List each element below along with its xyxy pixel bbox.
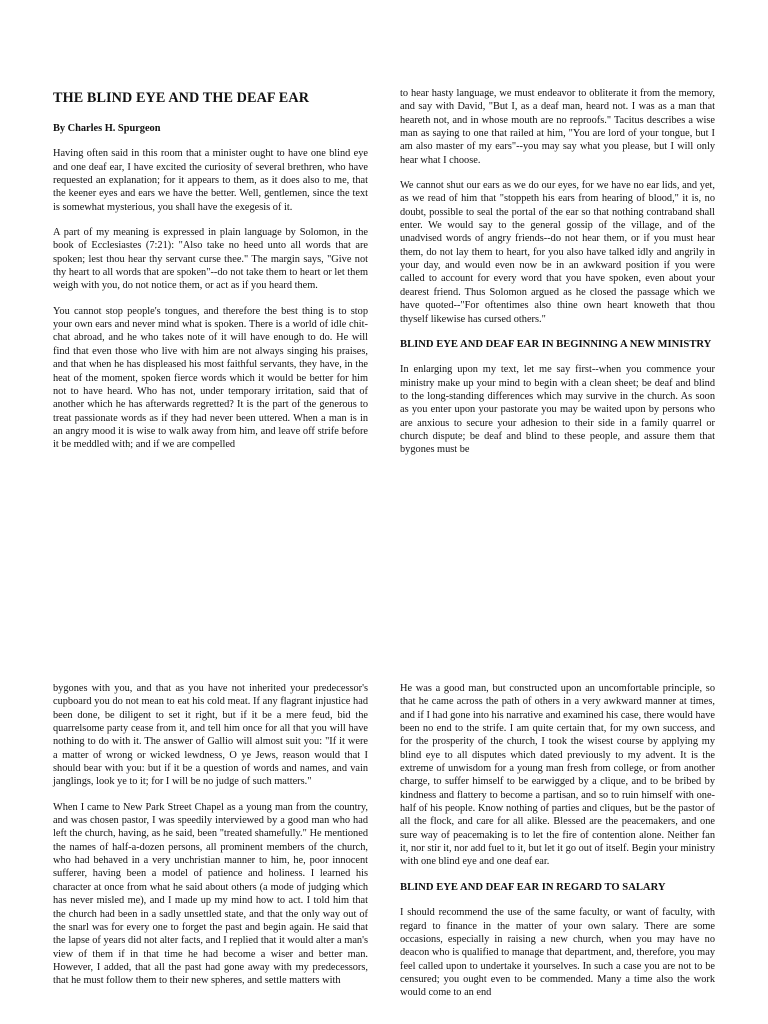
paragraph: Having often said in this room that a minister ought to have one blind eye and one deaf ear, I have excited the curiosity of several brethren, who have requested an explanation; for it appears to them, as it does also to me, that the keener eyes and ears we have the better. Well, gentlemen, since the text is somewhat mysterious, you shall have the exegesis of it. xyxy=(53,148,368,213)
section-heading-salary: BLIND EYE AND DEAF EAR IN REGARD TO SALARY xyxy=(400,881,666,893)
paragraph: bygones with you, and that as you have not inherited your predecessor's cupboard you do not mean to eat his cold meat. If any flagrant injustice had been done, be diligent to set it right, but if it be a mere feud, bid the quarrelsome party cease from it, and tell him once for all that you will have nothing to do with it. The answer of Gallio will almost suit you: "If it were a matter of wrong or wicked lewdness, O ye Jews, reason would that I should bear with you: but if it be a question of words and names, and vain janglings, look ye to it; for I will be no judge of such matters." xyxy=(53,683,368,788)
paragraph: I should recommend the use of the same faculty, or want of faculty, with regard to finance in the matter of your own salary. There are some occasions, especially in raising a new church, when you may have no deacon who is qualified to manage that department, and, therefore, you may feel called upon to undertake it yourselves. In such a case you are not to be censured; you ought even to be commended. Many a time also the work would come to an end xyxy=(400,907,715,999)
paragraph: When I came to New Park Street Chapel as a young man from the country, and was chosen pastor, I was speedily interviewed by a good man who had left the church, having, as he said, been "treated shamefully." He mentioned the names of half-a-dozen persons, all prominent members of the church, who had behaved in a very unchristian manner to him, he, poor innocent sufferer, having been a model of patience and holiness. I learned his character at once from what he said about others (a mode of judging which has never misled me), and I made up my mind how to act. I told him that the church had been in a sadly unsettled state, and that the only way out of the snarl was for every one to forget the past and begin again. He said that the lapse of years did not alter facts, and I replied that it would alter a man's view of them if in that time he had become a wiser and better man. However, I added, that all the past had gone away with my predecessors, that he must follow them to their new spheres, and settle matters with xyxy=(53,801,368,987)
page-gap xyxy=(0,540,768,678)
paragraph: A part of my meaning is expressed in plain language by Solomon, in the book of Ecclesiastes (7:21): "Also take no heed unto all words that are spoken; lest thou hear thy servant curse thee." The margin says, "Give not thy heart to all words that are spoken"--do not take them to heart or let them weigh with you, do not notice them, or act as if you heard them. xyxy=(53,227,368,292)
paragraph: to hear hasty language, we must endeavor to obliterate it from the memory, and say with David, "But I, as a deaf man, heard not. I was as a man that heareth not, and in whose mouth are no reproofs." Tacitus describes a wise man as saying to one that railed at him, "You are lord of your tongue, but I am also master of my ears"--you may say what you please, but I will only hear what I choose. xyxy=(400,88,715,166)
paragraph: In enlarging upon my text, let me say first--when you commence your ministry make up your mind to begin with a clean sheet; be deaf and blind to the long-standing differences which may survive in the church. As soon as you enter upon your pastorate you may be waited upon by persons who are anxious to secure your adhesion to their side in a family quarrel or church dispute; be deaf and blind to these people, and assure them that bygones must be xyxy=(400,364,715,456)
section-heading-ministry: BLIND EYE AND DEAF EAR IN BEGINNING A NEW MINISTRY xyxy=(400,338,712,350)
column-right-bottom xyxy=(400,682,715,1012)
article-title: THE BLIND EYE AND THE DEAF EAR xyxy=(53,90,310,106)
paragraph: You cannot stop people's tongues, and therefore the best thing is to stop your own ears and never mind what is spoken. There is a world of idle chit- chat abroad, and he who takes note of it will have enough to do. He will find that even those who live with him are not always singing his praises, and that when he has displeased his most faithful servants, they have, in the heat of the moment, spoken fierce words which it would be better for him not to have heard. Who has not, under temporary irritation, said that of another which he has afterwards regretted? It is the part of the generous to treat passionate words as if they had never been uttered. When a man is in an angry mood it is wise to walk away from him, and leave off strife before it be meddled with; and if we are compelled xyxy=(53,305,368,451)
column-left-bottom xyxy=(53,682,368,1000)
author-byline: By Charles H. Spurgeon xyxy=(53,123,161,134)
document-page-bottom xyxy=(0,678,768,1024)
column-right-top xyxy=(400,87,715,469)
paragraph: We cannot shut our ears as we do our eyes, for we have no ear lids, and yet, as we read of him that "stoppeth his ears from hearing of blood," it is, no doubt, possible to seal the portal of the ear so that nothing contraband shall enter. We would say to the general gossip of the village, and of the unadvised words of angry friends--do not hear them, or if you must hear them, do not lay them to heart, for you also have talked idly and angrily in your day, and would even now be in an awkward position if you were called to account for every word that you have spoken, even about your dearest friend. Thus Solomon argued as he closed the passage which we have quoted--"For oftentimes also thine own heart knoweth that thou thyself likewise has cursed others." xyxy=(400,180,715,325)
column-left-top xyxy=(53,122,368,464)
paragraph: He was a good man, but constructed upon an uncomfortable principle, so that he came across the path of others in a very awkward manner at times, and if I had gone into his narrative and examined his case, there would have been no end to the strife. I am quite certain that, for my own success, and for the prosperity of the church, I took the wisest course by applying my blind eye to all disputes which dated previously to my advent. It is the extreme of unwisdom for a young man fresh from college, or from another charge, to suffer himself to be earwigged by a clique, and to be bribed by kindness and flattery to become a partisan, and so to ruin himself with one-half of his people. Know nothing of parties and cliques, but be the pastor of all the flock, and care for all alike. Blessed are the peacemakers, and one sure way of peacemaking is to let the fire of contention alone. Neither fan it, nor stir it, nor add fuel to it, but let it go out of itself. Begin your ministry with one blind eye and one deaf ear. xyxy=(400,683,715,868)
